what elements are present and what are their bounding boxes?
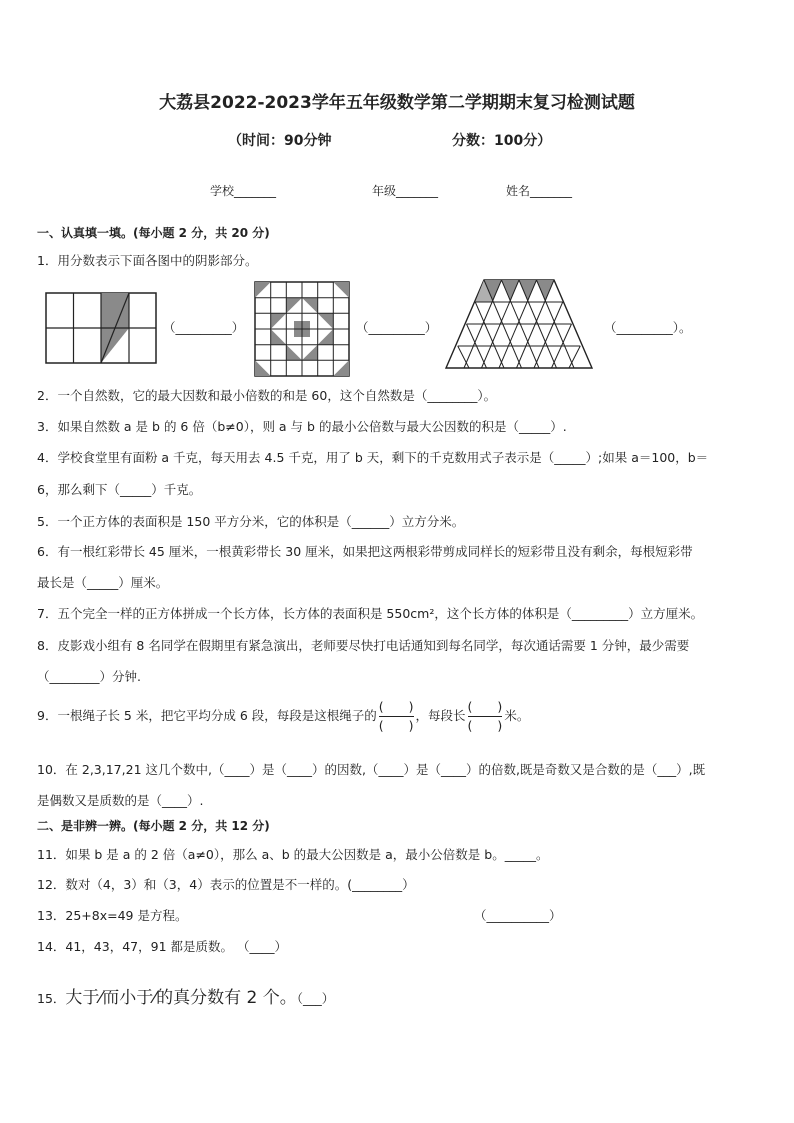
q9-text-post: 米。 bbox=[504, 708, 530, 723]
q15-text: 大于⁄而小于⁄的真分数有 2 个。 bbox=[65, 988, 297, 1008]
figure-grid-square bbox=[254, 281, 350, 377]
q15-number: 15． bbox=[37, 991, 66, 1006]
q9-fraction-2[interactable]: $\frac{( )}{( )}$ bbox=[467, 699, 503, 733]
question-11: 11．如果 b 是 a 的 2 倍（a≠0），那么 a、b 的最大公因数是 a，最小公倍数是 b。_____。 bbox=[37, 847, 549, 862]
exam-score: 分数：100分） bbox=[452, 133, 552, 149]
question-10-line-2: 是偶数又是质数的是（____）. bbox=[37, 793, 204, 808]
question-4-line-2: 6，那么剩下（_____）千克。 bbox=[37, 482, 202, 497]
question-6-line-1: 6．有一根红彩带长 45 厘米，一根黄彩带长 30 厘米，如果把这两根彩带剪成同样长的短彩带且没有剩余，每根短彩带 bbox=[37, 544, 693, 559]
question-5: 5．一个正方体的表面积是 150 平方分米，它的体积是（______）立方分米。 bbox=[37, 514, 465, 529]
section-2-heading: 二、是非辨一辨。(每小题 2 分，共 12 分) bbox=[37, 819, 270, 833]
q13-blank[interactable]: （__________） bbox=[474, 908, 562, 923]
q9-fraction-1[interactable]: $\frac{( )}{( )}$ bbox=[378, 699, 414, 733]
question-13: 13．25+8x=49 是方程。 bbox=[37, 908, 188, 923]
figure-grid-rectangle bbox=[45, 292, 157, 364]
q1-blank-2[interactable]: （_________） bbox=[356, 320, 438, 335]
question-7: 7．五个完全一样的正方体拼成一个长方体，长方体的表面积是 550cm²，这个长方体的体积是（_________）立方厘米。 bbox=[37, 606, 704, 621]
question-15 bbox=[37, 983, 334, 1008]
q1-blank-3[interactable]: （_________）。 bbox=[604, 320, 692, 335]
question-8-line-2: （________）分钟. bbox=[37, 669, 141, 684]
school-field: 学校_______ bbox=[210, 184, 277, 198]
q1-blank-1[interactable]: （_________） bbox=[163, 320, 245, 335]
q9-text-mid: ，每段长 bbox=[415, 708, 466, 723]
question-12: 12．数对（4，3）和（3，4）表示的位置是不一样的。(________） bbox=[37, 877, 415, 892]
question-14: 14．41，43，47，91 都是质数。 （____） bbox=[37, 939, 287, 954]
question-1: 1．用分数表示下面各图中的阴影部分。 bbox=[37, 253, 258, 268]
section-1-heading: 一、认真填一填。(每小题 2 分，共 20 分) bbox=[37, 226, 270, 240]
q15-blank[interactable]: （___） bbox=[296, 991, 335, 1006]
page-title: 大荔县2022-2023学年五年级数学第二学期期末复习检测试题 bbox=[159, 93, 635, 113]
question-3: 3．如果自然数 a 是 b 的 6 倍（b≠0），则 a 与 b 的最小公倍数与最大公因数的积是（_____）. bbox=[37, 419, 567, 434]
question-9 bbox=[37, 698, 529, 735]
figure-triangle-trapezoid bbox=[444, 278, 594, 370]
question-6-line-2: 最长是（_____）厘米。 bbox=[37, 575, 169, 590]
question-10-line-1: 10．在 2,3,17,21 这几个数中,（____）是（____）的因数,（____）是（____）的倍数,既是奇数又是合数的是（___）,既 bbox=[37, 762, 706, 777]
q9-text-pre: 9．一根绳子长 5 米，把它平均分成 6 段，每段是这根绳子的 bbox=[37, 708, 377, 723]
name-field: 姓名_______ bbox=[506, 184, 573, 198]
question-8-line-1: 8．皮影戏小组有 8 名同学在假期里有紧急演出，老师要尽快打电话通知到每名同学，每次通话需要 1 分钟，最少需要 bbox=[37, 638, 690, 653]
question-4-line-1: 4．学校食堂里有面粉 a 千克，每天用去 4.5 千克，用了 b 天，剩下的千克数用式子表示是（_____）;如果 a＝100，b＝ bbox=[37, 450, 709, 465]
grade-field: 年级_______ bbox=[372, 184, 439, 198]
exam-time: （时间：90分钟 bbox=[228, 133, 332, 149]
question-2: 2．一个自然数，它的最大因数和最小倍数的和是 60，这个自然数是（________）。 bbox=[37, 388, 497, 403]
